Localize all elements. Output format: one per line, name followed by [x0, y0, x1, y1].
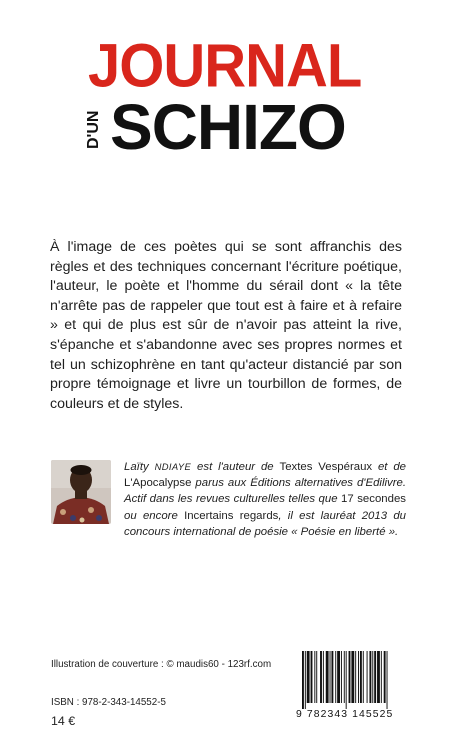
author-portrait-image: [51, 460, 111, 524]
title-journal: JOURNAL: [88, 31, 362, 101]
author-photo: [51, 460, 111, 524]
bio-book-1: Textes Vespéraux: [279, 461, 373, 473]
bio-text-4: ou encore: [124, 509, 185, 522]
bio-review-1: 17 secondes: [341, 493, 406, 506]
illustration-credit: Illustration de couverture : © maudis60 - 123rf.com: [51, 659, 272, 670]
barcode-bars: [300, 651, 414, 709]
title-schizo: SCHIZO: [110, 91, 346, 163]
bio-text-5: , il est lauréat 2013 du concours international de poésie « Poésie en liberté ».: [124, 509, 407, 538]
author-last-name: NDIAYE: [154, 461, 192, 472]
book-blurb: À l'image de ces poètes qui se sont affranchis des règles et des techniques concernant l'écriture poétique, l'auteur, le poète et l'homme du sérail dont « la tête n'arrête pas de rappeler que tout est à faire et à refaire » et qui de plus est sûr de n'avoir pas atteint la rive, s'épanche et s'abandonne avec ses propres normes et tel un schizophrène en tant qu'acteur distancié par son propre témoignage et livre un tourbillon de formes, de couleurs et de styles.: [50, 239, 402, 412]
author-bio: [124, 459, 406, 540]
bio-text-3: parus aux Éditions alternatives d'Edilivre. Actif dans les revues culturelles telles que: [124, 477, 406, 506]
bio-book-2: L'Apocalypse: [124, 477, 192, 490]
bio-text-1: est l'auteur de: [191, 461, 280, 473]
bio-review-2: Incertains regards: [184, 509, 279, 522]
author-first-name: Laïty: [124, 461, 149, 473]
title-dun: D'UN: [85, 110, 102, 150]
price: 14 €: [51, 714, 76, 728]
bio-text-2: et de: [372, 461, 406, 473]
barcode-digits: 9 782343 145525: [296, 709, 394, 720]
isbn: ISBN : 978-2-343-14552-5: [51, 697, 166, 708]
